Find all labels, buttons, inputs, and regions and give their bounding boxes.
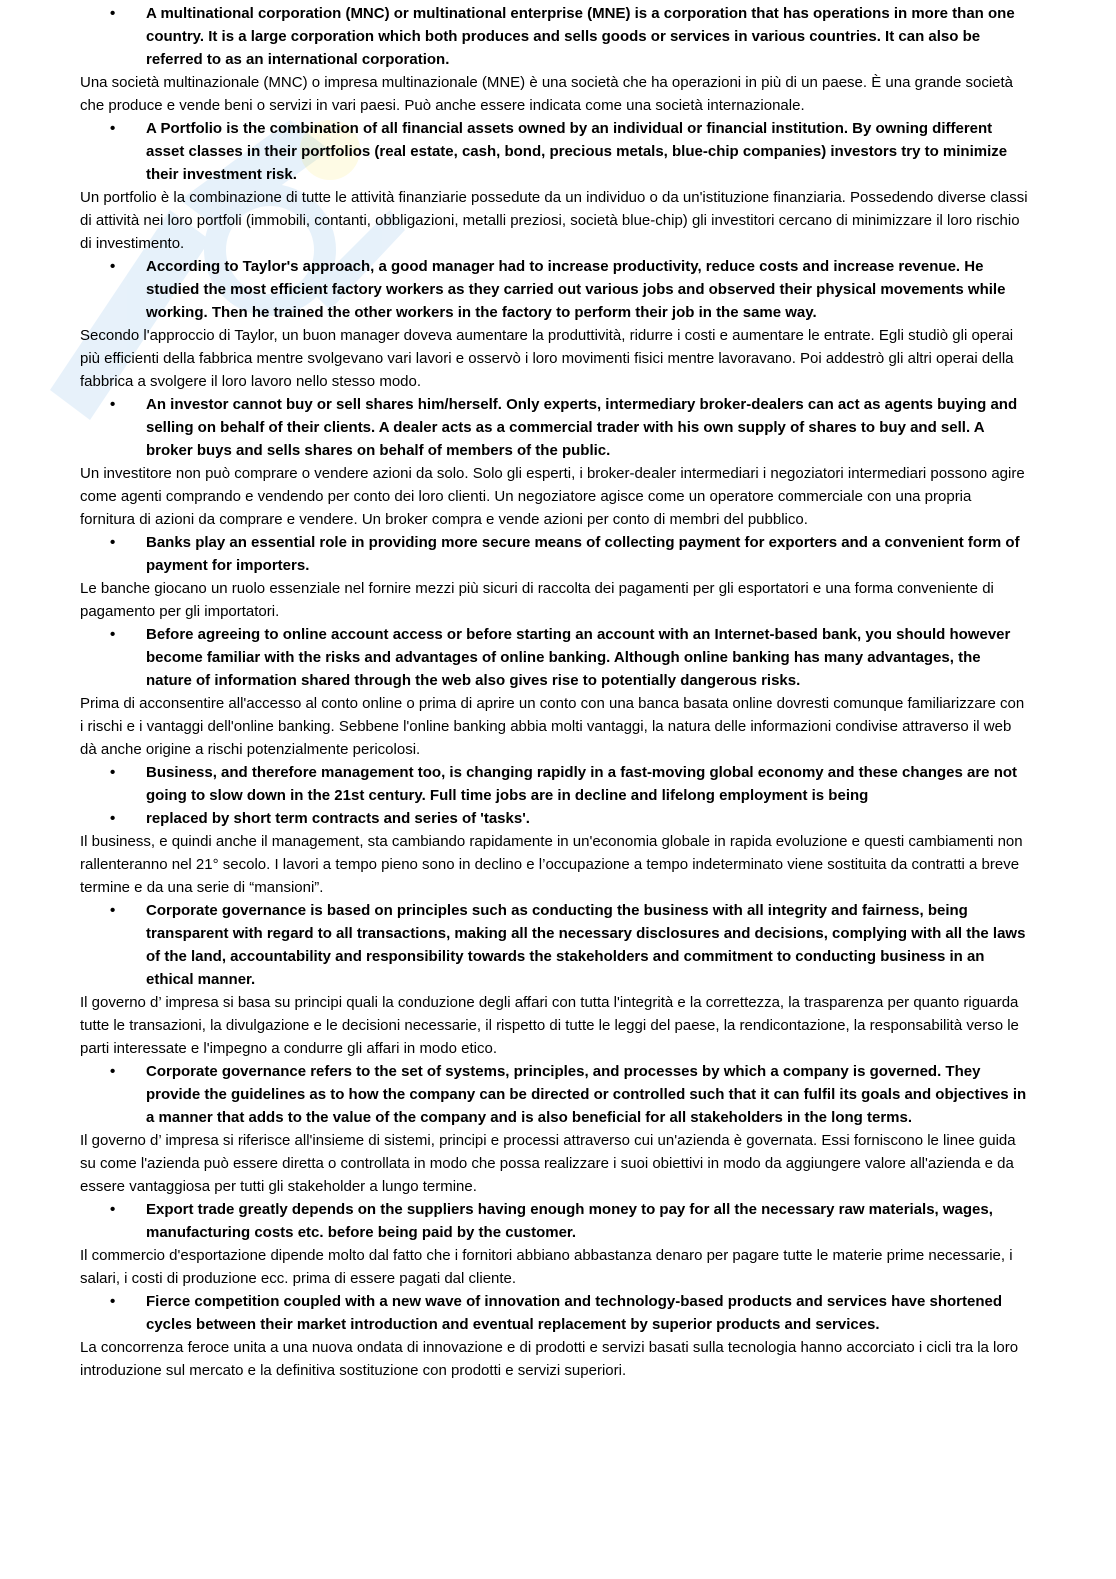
bullet-icon: • (110, 5, 116, 22)
entry (80, 1198, 1030, 1290)
bullet-icon: • (110, 810, 116, 827)
entry (80, 899, 1030, 1060)
english-text: Banks play an essential role in providing more secure means of collecting payment for exporters and a convenient form of payment for importers. (146, 534, 1020, 574)
italian-translation: Un investitore non può comprare o vendere azioni da solo. Solo gli esperti, i broker-dealer intermediari i negoziatori intermediari possono agire come agenti comprando e vendendo per conto dei loro clienti. Un negoziatore agisce come un operatore commerciale con una propria fornitura di azioni da comprare e vendere. Un broker compra e vende azioni per conto di membri del pubblico. (80, 465, 1025, 528)
bullet-icon: • (110, 1201, 116, 1218)
bullet-item (80, 807, 1030, 830)
entry (80, 393, 1030, 531)
english-text-continued: replaced by short term contracts and series of 'tasks'. (146, 810, 530, 827)
english-text: A Portfolio is the combination of all financial assets owned by an individual or financial institution. By owning different asset classes in their portfolios (real estate, cash, bond, precious metals, blue-chip companies) investors try to minimize their investment risk. (146, 120, 1008, 183)
italian-translation: Il commercio d'esportazione dipende molto dal fatto che i fornitori abbiano abbastanza denaro per pagare tutte le materie prime necessarie, i salari, i costi di produzione ecc. prima di essere pagati dal cliente. (80, 1247, 1013, 1287)
bullet-icon: • (110, 396, 116, 413)
entry (80, 761, 1030, 899)
italian-translation: Il governo d’ impresa si basa su principi quali la conduzione degli affari con tutta l'integrità e la correttezza, la trasparenza per quanto riguarda tutte le transazioni, la divulgazione e le decisioni necessarie, il rispetto di tutte le leggi del paese, la rendicontazione, la responsabilità verso le parti interessate e l'impegno a condurre gli affari in modo etico. (80, 994, 1019, 1057)
entry (80, 623, 1030, 761)
italian-translation: Le banche giocano un ruolo essenziale nel fornire mezzi più sicuri di raccolta dei pagamenti per gli esportatori e una forma conveniente di pagamento per gli importatori. (80, 580, 994, 620)
italian-translation: Un portfolio è la combinazione di tutte le attività finanziarie possedute da un individuo o da un'istituzione finanziaria. Possedendo diverse classi di attività nei loro portfoli (immobili, contanti, obbligazioni, metalli preziosi, società blue-chip) gli investitori cercano di minimizzare il loro rischio di investimento. (80, 189, 1028, 252)
english-text: An investor cannot buy or sell shares him/herself. Only experts, intermediary broker-dealers can act as agents buying and selling on behalf of their clients. A dealer acts as a commercial trader with his own supply of shares to buy and sell. A broker buys and sells shares on behalf of members of the public. (146, 396, 1018, 459)
english-text: Business, and therefore management too, is changing rapidly in a fast-moving global economy and these changes are not going to slow down in the 21st century. Full time jobs are in decline and lifelong employment is being (146, 764, 1018, 804)
bullet-item (80, 899, 1030, 991)
bullet-icon: • (110, 626, 116, 643)
bullet-item (80, 2, 1030, 71)
italian-translation: Secondo l'approccio di Taylor, un buon manager doveva aumentare la produttività, ridurre i costi e aumentare le entrate. Egli studiò gli operai più efficienti della fabbrica mentre svolgevano vari lavori e osservò i loro movimenti fisici mentre lavoravano. Poi addestrò gli altri operai della fabbrica a svolgere il loro lavoro nello stesso modo. (80, 327, 1014, 390)
entry (80, 1060, 1030, 1198)
bullet-item (80, 1198, 1030, 1244)
bullet-icon: • (110, 258, 116, 275)
english-text: Before agreeing to online account access or before starting an account with an Internet-based bank, you should however become familiar with the risks and advantages of online banking. Although online banking has many advantages, the nature of information shared through the web also gives rise to potentially dangerous risks. (146, 626, 1011, 689)
bullet-icon: • (110, 120, 116, 137)
entry (80, 117, 1030, 255)
entry (80, 1290, 1030, 1382)
entry (80, 255, 1030, 393)
english-text: Export trade greatly depends on the suppliers having enough money to pay for all the necessary raw materials, wages, manufacturing costs etc. before being paid by the customer. (146, 1201, 993, 1241)
bullet-item (80, 393, 1030, 462)
bullet-icon: • (110, 534, 116, 551)
italian-translation: Il governo d’ impresa si riferisce all'insieme di sistemi, principi e processi attraverso cui un'azienda è governata. Essi forniscono le linee guida su come l'azienda può essere diretta o controllata in modo che possa realizzare i suoi obiettivi in modo da aggiungere valore all'azienda e da essere vantaggiosa per tutti gli stakeholder a lungo termine. (80, 1132, 1016, 1195)
italian-translation: La concorrenza feroce unita a una nuova ondata di innovazione e di prodotti e servizi basati sulla tecnologia hanno accorciato i cicli tra la loro introduzione sul mercato e la definitiva sostituzione con prodotti e servizi superiori. (80, 1339, 1019, 1379)
english-text: According to Taylor's approach, a good manager had to increase productivity, reduce costs and increase revenue. He studied the most efficient factory workers as they carried out various jobs and observed their physical movements while working. Then he trained the other workers in the factory to perform their job in the same way. (146, 258, 1006, 321)
italian-translation: Una società multinazionale (MNC) o impresa multinazionale (MNE) è una società che ha operazioni in più di un paese. È una grande società che produce e vende beni o servizi in vari paesi. Può anche essere indicata come una società internazionale. (80, 74, 1014, 114)
bullet-item (80, 531, 1030, 577)
bullet-icon: • (110, 1063, 116, 1080)
italian-translation: Il business, e quindi anche il management, sta cambiando rapidamente in un'economia globale in rapida evoluzione e questi cambiamenti non rallenteranno nel 21° secolo. I lavori a tempo pieno sono in declino e l’occupazione a tempo indeterminato viene sostituita da contratti a breve termine e da una serie di “mansioni”. (80, 833, 1023, 896)
italian-translation: Prima di acconsentire all'accesso al conto online o prima di aprire un conto con una banca basata online dovresti comunque familiarizzare con i rischi e i vantaggi dell'online banking. Sebbene l'online banking abbia molti vantaggi, la natura delle informazioni condivise attraverso il web dà anche origine a rischi potenzialmente pericolosi. (80, 695, 1025, 758)
bullet-icon: • (110, 1293, 116, 1310)
english-text: Corporate governance is based on principles such as conducting the business with all integrity and fairness, being transparent with regard to all transactions, making all the necessary disclosures and decisions, complying with all the laws of the land, accountability and responsibility towards the stakeholders and commitment to conducting business in an ethical manner. (146, 902, 1026, 988)
bullet-item (80, 255, 1030, 324)
entry (80, 2, 1030, 117)
entry (80, 531, 1030, 623)
english-text: Fierce competition coupled with a new wave of innovation and technology-based products and services have shortened cycles between their market introduction and eventual replacement by superior products and services. (146, 1293, 1003, 1333)
bullet-item (80, 623, 1030, 692)
bullet-item (80, 117, 1030, 186)
english-text: A multinational corporation (MNC) or multinational enterprise (MNE) is a corporation that has operations in more than one country. It is a large corporation which both produces and sells goods or services in various countries. It can also be referred to as an international corporation. (146, 5, 1015, 68)
english-text: Corporate governance refers to the set of systems, principles, and processes by which a company is governed. They provide the guidelines as to how the company can be directed or controlled such that it can fulfil its goals and objectives in a manner that adds to the value of the company and is also beneficial for all stakeholders in the long terms. (146, 1063, 1027, 1126)
bullet-icon: • (110, 902, 116, 919)
bullet-item (80, 1290, 1030, 1336)
document-page (80, 0, 1030, 1382)
bullet-icon: • (110, 764, 116, 781)
bullet-item (80, 761, 1030, 807)
bullet-item (80, 1060, 1030, 1129)
